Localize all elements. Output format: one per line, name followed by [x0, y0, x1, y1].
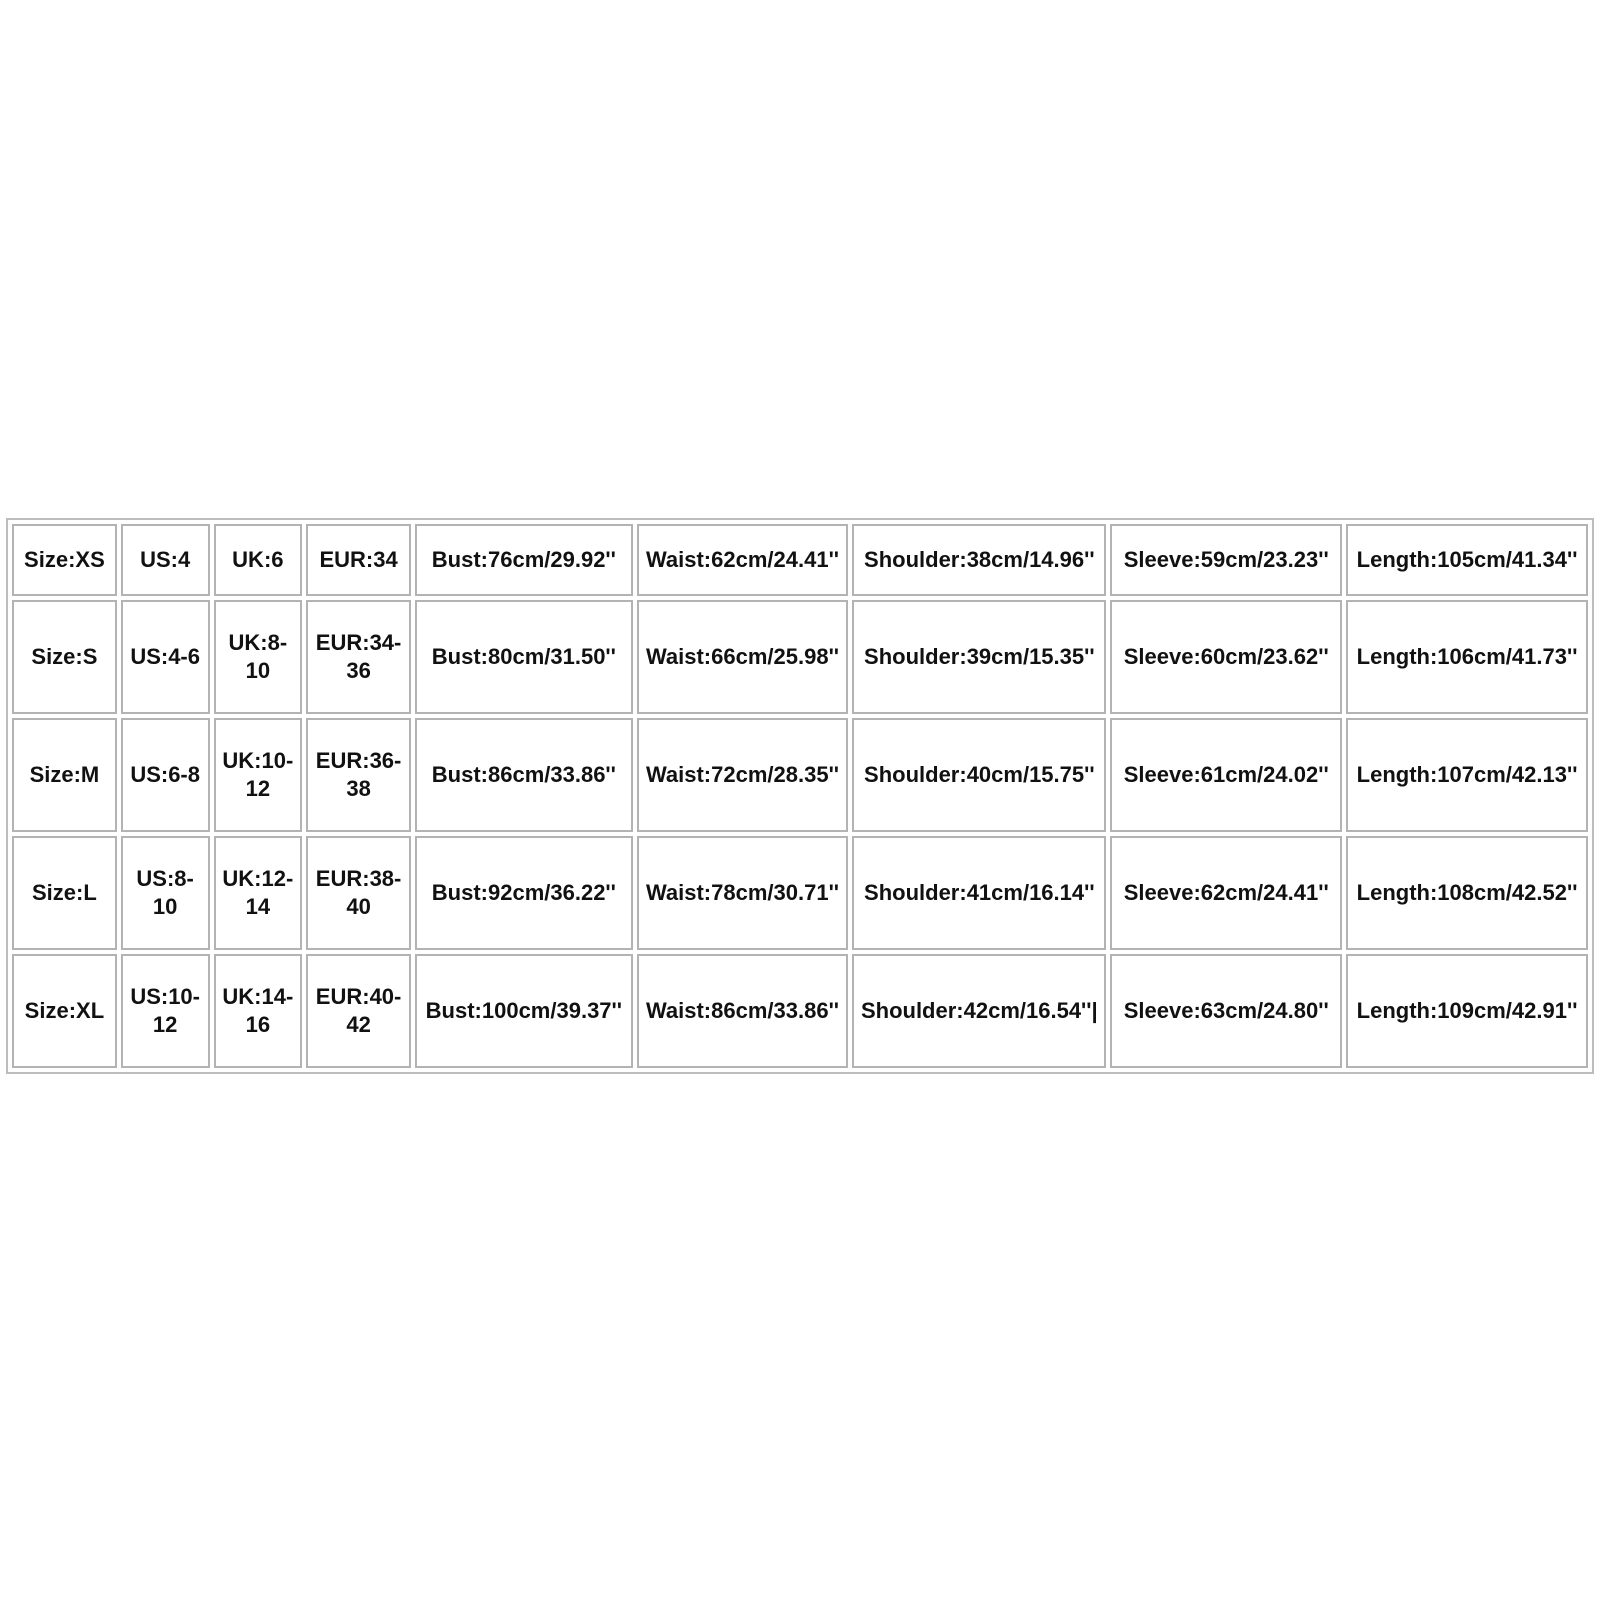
size-cell-text: Size:M — [29, 762, 100, 787]
size-cell — [12, 954, 117, 1068]
size-cell — [12, 524, 117, 596]
sleeve-cell — [1110, 524, 1342, 596]
table-row — [12, 954, 1588, 1068]
uk-size-cell — [214, 718, 303, 832]
us-size-cell — [121, 836, 210, 950]
eur-size-cell — [306, 524, 411, 596]
length-cell — [1346, 524, 1588, 596]
length-cell — [1346, 836, 1588, 950]
eur-size-cell — [306, 718, 411, 832]
uk-size-cell-line: UK:6 — [232, 547, 284, 572]
length-cell-text: Length:108cm/42.52'' — [1356, 880, 1578, 905]
us-size-cell-line: US:8- — [136, 866, 194, 891]
sleeve-cell-text: Sleeve:61cm/24.02'' — [1123, 762, 1329, 787]
bust-cell — [415, 718, 633, 832]
bust-cell-text: Bust:100cm/39.37'' — [425, 998, 623, 1023]
shoulder-cell — [852, 718, 1106, 832]
bust-cell-text: Bust:80cm/31.50'' — [431, 644, 616, 669]
uk-size-cell-line: UK:8- — [228, 630, 288, 655]
uk-size-cell-line: 10 — [245, 658, 271, 683]
size-cell — [12, 718, 117, 832]
bust-cell — [415, 954, 633, 1068]
uk-size-cell-line: 14 — [245, 894, 271, 919]
eur-size-cell — [306, 954, 411, 1068]
eur-size-cell — [306, 600, 411, 714]
eur-size-cell-line: EUR:36- — [315, 748, 402, 773]
sleeve-cell-text: Sleeve:59cm/23.23'' — [1123, 547, 1329, 572]
bust-cell — [415, 600, 633, 714]
eur-size-cell-line: 40 — [346, 894, 371, 919]
shoulder-cell-text: Shoulder:41cm/16.14'' — [864, 880, 1095, 905]
uk-size-cell — [214, 524, 303, 596]
table-row — [12, 718, 1588, 832]
size-cell — [12, 836, 117, 950]
sleeve-cell — [1110, 836, 1342, 950]
size-cell-text: Size:S — [31, 644, 98, 669]
us-size-cell — [121, 524, 210, 596]
bust-cell — [415, 524, 633, 596]
sleeve-cell-text: Sleeve:60cm/23.62'' — [1123, 644, 1329, 669]
uk-size-cell-line: UK:14- — [222, 984, 294, 1009]
length-cell-text: Length:107cm/42.13'' — [1356, 762, 1578, 787]
waist-cell-text: Waist:86cm/33.86'' — [645, 998, 840, 1023]
waist-cell-text: Waist:66cm/25.98'' — [645, 644, 840, 669]
table-row — [12, 836, 1588, 950]
waist-cell-text: Waist:78cm/30.71'' — [645, 880, 840, 905]
table-row — [12, 524, 1588, 596]
uk-size-cell-line: UK:10- — [222, 748, 294, 773]
waist-cell-text: Waist:62cm/24.41'' — [645, 547, 840, 572]
waist-cell — [637, 718, 849, 832]
shoulder-cell-text: Shoulder:40cm/15.75'' — [864, 762, 1095, 787]
us-size-cell-line: 10 — [152, 894, 178, 919]
uk-size-cell-line: 16 — [245, 1012, 271, 1037]
uk-size-cell — [214, 954, 303, 1068]
eur-size-cell-line: EUR:34- — [315, 630, 402, 655]
uk-size-cell-line: UK:12- — [222, 866, 294, 891]
eur-size-cell-line: EUR:38- — [315, 866, 402, 891]
waist-cell — [637, 836, 849, 950]
waist-cell — [637, 524, 849, 596]
length-cell-text: Length:106cm/41.73'' — [1356, 644, 1578, 669]
table-row — [12, 600, 1588, 714]
us-size-cell — [121, 718, 210, 832]
size-cell — [12, 600, 117, 714]
uk-size-cell — [214, 600, 303, 714]
length-cell — [1346, 954, 1588, 1068]
sleeve-cell-text: Sleeve:62cm/24.41'' — [1123, 880, 1329, 905]
size-chart-body — [12, 524, 1588, 1068]
sleeve-cell — [1110, 718, 1342, 832]
eur-size-cell-line: 42 — [346, 1012, 371, 1037]
us-size-cell-line: 12 — [152, 1012, 178, 1037]
eur-size-cell-line: 36 — [346, 658, 371, 683]
shoulder-cell — [852, 524, 1106, 596]
us-size-cell-line: US:4 — [140, 547, 191, 572]
us-size-cell — [121, 600, 210, 714]
waist-cell — [637, 954, 849, 1068]
us-size-cell-line: US:4-6 — [130, 644, 200, 669]
shoulder-cell — [852, 954, 1106, 1068]
shoulder-cell-text: Shoulder:38cm/14.96'' — [864, 547, 1095, 572]
shoulder-cell-text: Shoulder:39cm/15.35'' — [864, 644, 1095, 669]
sleeve-cell — [1110, 954, 1342, 1068]
bust-cell-text: Bust:86cm/33.86'' — [431, 762, 616, 787]
eur-size-cell-line: EUR:34 — [319, 547, 398, 572]
uk-size-cell — [214, 836, 303, 950]
shoulder-cell-text: Shoulder:42cm/16.54''| — [860, 998, 1098, 1023]
us-size-cell-line: US:10- — [130, 984, 200, 1009]
length-cell — [1346, 718, 1588, 832]
size-cell-text: Size:L — [32, 880, 97, 905]
eur-size-cell-line: EUR:40- — [315, 984, 402, 1009]
shoulder-cell — [852, 836, 1106, 950]
us-size-cell-line: US:6-8 — [130, 762, 200, 787]
bust-cell — [415, 836, 633, 950]
sleeve-cell-text: Sleeve:63cm/24.80'' — [1123, 998, 1329, 1023]
us-size-cell — [121, 954, 210, 1068]
waist-cell-text: Waist:72cm/28.35'' — [645, 762, 840, 787]
length-cell — [1346, 600, 1588, 714]
bust-cell-text: Bust:76cm/29.92'' — [431, 547, 616, 572]
waist-cell — [637, 600, 849, 714]
size-cell-text: Size:XS — [24, 547, 105, 572]
bust-cell-text: Bust:92cm/36.22'' — [431, 880, 616, 905]
size-chart-table — [6, 518, 1594, 1074]
shoulder-cell — [852, 600, 1106, 714]
size-cell-text: Size:XL — [24, 998, 105, 1023]
length-cell-text: Length:109cm/42.91'' — [1356, 998, 1578, 1023]
uk-size-cell-line: 12 — [245, 776, 271, 801]
eur-size-cell-line: 38 — [346, 776, 371, 801]
eur-size-cell — [306, 836, 411, 950]
sleeve-cell — [1110, 600, 1342, 714]
length-cell-text: Length:105cm/41.34'' — [1356, 547, 1578, 572]
